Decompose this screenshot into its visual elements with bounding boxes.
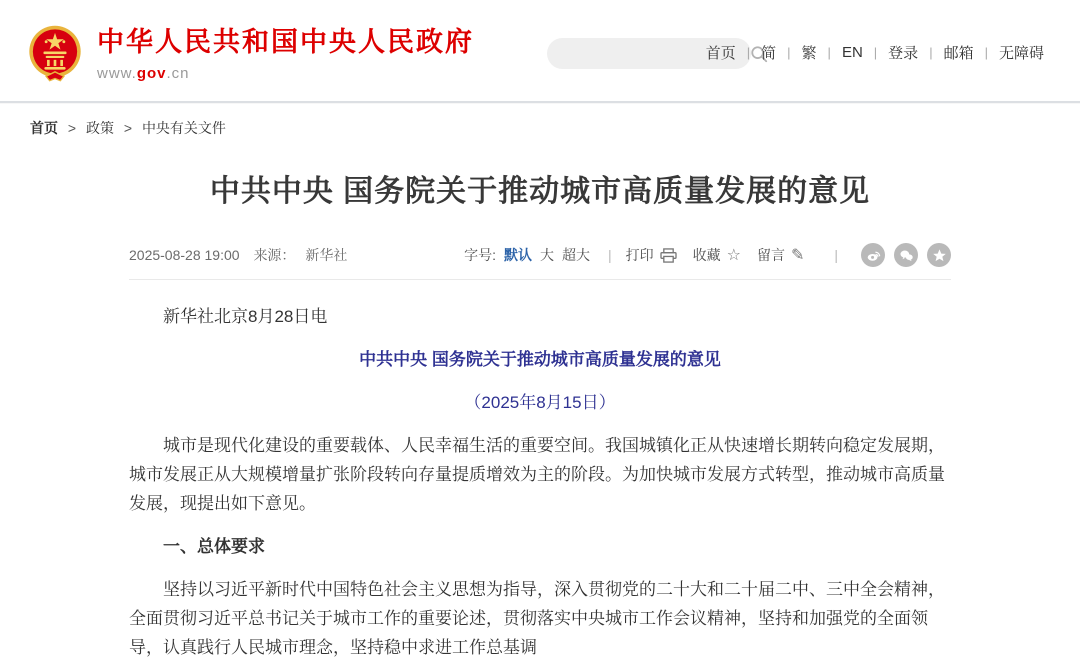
breadcrumb-policy[interactable]: 政策 (85, 120, 114, 136)
breadcrumb-separator: > (67, 120, 77, 136)
site-url: www.gov.cn (97, 64, 190, 82)
article (129, 166, 951, 662)
site-header (0, 0, 1080, 103)
font-size-default-button[interactable]: 默认 (503, 247, 532, 263)
nav-mail[interactable]: 邮箱 (943, 45, 974, 62)
nav-traditional[interactable]: 繁 (801, 45, 817, 62)
weibo-icon[interactable] (861, 243, 885, 267)
document-title: 中共中央 国务院关于推动城市高质量发展的意见 (359, 350, 721, 369)
nav-english[interactable]: EN (841, 44, 863, 61)
breadcrumb-central-documents[interactable]: 中央有关文件 (141, 120, 226, 136)
toolbar-divider: | (607, 247, 612, 263)
nav-separator: | (827, 45, 831, 60)
national-emblem-icon (25, 24, 85, 86)
site-logo[interactable] (25, 24, 474, 86)
meta-divider (129, 279, 951, 280)
nav-home[interactable]: 首页 (705, 45, 736, 62)
favorite-button[interactable]: 收藏 ☆ (692, 247, 741, 264)
byline: 新华社北京8月28日电 (163, 307, 328, 326)
article-toolbar (464, 243, 951, 267)
nav-login[interactable]: 登录 (888, 45, 919, 62)
pencil-icon: ✎ (790, 247, 805, 264)
nav-separator: | (929, 45, 933, 60)
nav-simplified[interactable]: 简 (761, 45, 777, 62)
star-icon: ☆ (726, 247, 741, 264)
article-body (129, 302, 951, 662)
share-group (852, 243, 951, 267)
toolbar-divider: | (834, 247, 838, 263)
source-value: 新华社 (305, 247, 348, 263)
nav-accessibility[interactable]: 无障碍 (998, 45, 1044, 62)
nav-separator: | (746, 45, 751, 60)
document-date: （2025年8月15日） (464, 393, 616, 412)
printer-icon (660, 248, 677, 263)
page-title: 中共中央 国务院关于推动城市高质量发展的意见 (209, 175, 871, 208)
source-label: 来源： (253, 247, 296, 263)
font-size-group (464, 245, 594, 265)
article-meta (129, 245, 347, 265)
nav-separator: | (787, 45, 791, 60)
font-size-label: 字号: (464, 247, 496, 263)
breadcrumb-home[interactable]: 首页 (30, 120, 58, 136)
nav-separator: | (873, 45, 878, 60)
comment-button[interactable]: 留言 ✎ (756, 247, 805, 264)
breadcrumb-separator: > (123, 120, 133, 136)
site-title: 中华人民共和国中央人民政府 (97, 27, 474, 57)
breadcrumb (0, 103, 1080, 138)
qzone-icon[interactable] (927, 243, 951, 267)
article-meta-row (129, 243, 951, 267)
section-heading: 一、总体要求 (163, 537, 265, 556)
top-nav (695, 42, 1055, 63)
publish-datetime: 2025-08-28 19:00 (129, 247, 240, 263)
nav-separator: | (984, 45, 988, 60)
wechat-icon[interactable] (894, 243, 918, 267)
paragraph: 坚持以习近平新时代中国特色社会主义思想为指导，深入贯彻党的二十大和二十届二中、三中全会精神，全面贯彻习近平总书记关于城市工作的重要论述，贯彻落实中央城市工作会议精神，坚持和加强党的全面领导，认真践行人民城市理念，坚持稳中求进工作总基调 (129, 580, 945, 657)
paragraph: 城市是现代化建设的重要载体、人民幸福生活的重要空间。我国城镇化正从快速增长期转向稳定发展期，城市发展正从大规模增量扩张阶段转向存量提质增效为主的阶段。为加快城市发展方式转型，推动城市高质量发展，现提出如下意见。 (129, 436, 945, 513)
font-size-xlarge-button[interactable]: 超大 (561, 247, 590, 263)
print-button[interactable]: 打印 (626, 245, 677, 265)
font-size-large-button[interactable]: 大 (539, 247, 554, 263)
